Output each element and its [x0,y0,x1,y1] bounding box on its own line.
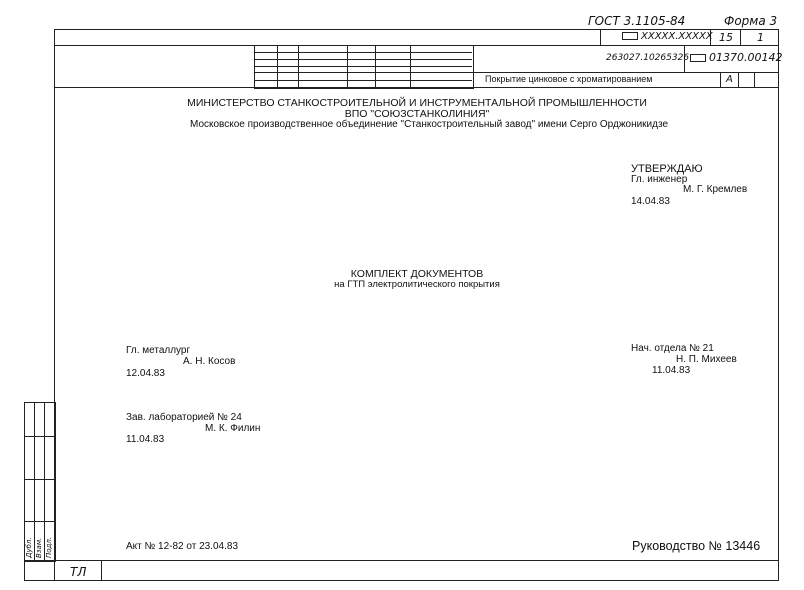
frame-bottom [54,580,779,581]
approve-title: УТВЕРЖДАЮ [631,163,703,175]
gost-label: ГОСТ 3.1105-84 [588,14,686,28]
grid-h3 [254,66,472,67]
document-subtitle: на ГТП электролитического покрытия [334,279,500,290]
side-h1 [24,436,54,437]
side-label-dubl: Дубл. [25,537,33,558]
doc-number-text: 01370.00142 [709,51,783,64]
sheet-number: 1 [757,31,764,44]
rectangle-icon [622,32,638,40]
footer-line [24,560,779,561]
doc-code-text: XXXXX.XXXXX [641,31,713,42]
approve-role: Гл. инженер [631,174,688,185]
forma-label: Форма 3 [724,14,778,28]
ministry: МИНИСТЕРСТВО СТАНКОСТРОИТЕЛЬНОЙ И ИНСТРУМЕНТАЛЬНОЙ ПРОМЫШЛЕННОСТИ [187,97,647,109]
footer-divider [101,560,102,581]
side-label-podl: Подл. [45,536,53,558]
letter: А [726,74,733,85]
metallurg-name: А. Н. Косов [183,356,236,367]
operation-title: Покрытие цинковое с хроматированием [485,74,653,84]
frame-left-outer [24,560,25,581]
document-title: КОМПЛЕКТ ДОКУМЕНТОВ [350,268,484,280]
approve-name: М. Г. Кремлев [683,184,748,195]
metallurg-role: Гл. металлург [126,345,191,356]
grid-h2 [254,59,472,60]
lab-role: Зав. лабораторией № 24 [126,412,242,423]
approve-date: 14.04.83 [631,196,670,207]
frame-top [54,29,779,30]
lab-date: 11.04.83 [126,434,165,445]
side-label-vzam: Взам. [35,537,43,558]
grid-h1 [254,52,472,53]
stamp-v-e [720,72,721,87]
frame-bottom-left [24,580,55,581]
side-v1 [34,402,35,560]
side-h3 [24,521,54,522]
dept-name: Н. П. Михеев [676,354,737,365]
dept-role: Нач. отдела № 21 [631,343,714,354]
stamp-v-g [754,72,755,87]
part-code: 263027.10265326 [606,53,690,63]
plant: Московское производственное объединение "Станкостроительный завод" имени Серго Орджоникидзе [190,119,669,130]
rectangle-icon [690,54,706,62]
dept-date: 11.04.83 [652,365,691,376]
doc-code [622,31,713,42]
stamp-v-f [738,72,739,87]
act-number: Акт № 12-82 от 23.04.83 [126,541,239,552]
stamp-v-d [740,29,741,45]
doc-number [690,51,782,64]
sheets-count: 15 [719,31,733,44]
lab-name: М. К. Филин [205,423,261,434]
side-h2 [24,479,54,480]
stamp-v-a [600,29,601,45]
footer-code: ТЛ [70,565,87,579]
guide-number: Руководство № 13446 [632,539,761,553]
vpo: ВПО "СОЮЗСТАНКОЛИНИЯ" [344,108,490,120]
grid-h4 [254,80,472,81]
metallurg-date: 12.04.83 [126,368,165,379]
